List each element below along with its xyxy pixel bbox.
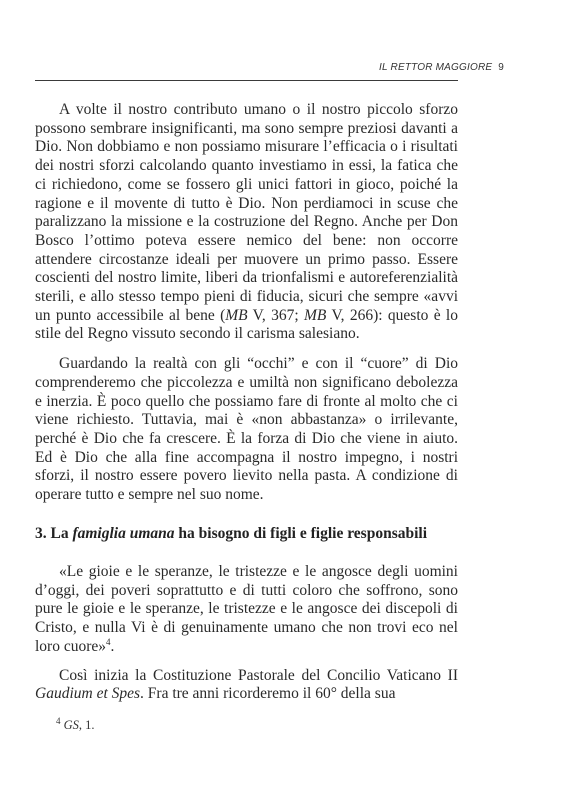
body-text-top [35, 101, 458, 505]
running-head [379, 62, 504, 73]
footnote [56, 715, 95, 733]
running-head-title: IL RETTOR MAGGIORE [378, 62, 493, 73]
paragraph-4-text-b: . Fra tre anni ricorderemo il 60° della sua [140, 685, 396, 703]
paragraph-4-text-a: Così inizia la Costituzione Pastorale del Concilio Vaticano II [59, 666, 458, 684]
paragraph-2: Guardando la realtà con gli “occhi” e con il “cuore” di Dio comprenderemo che piccolezza e umiltà non significano debolezza e inerzia. È poco quello che possiamo fare di fronte al molto che ci viene richiesto. Tuttavia, mai è «non abbastanza» o irrilevante, perché è Dio che fa crescere. È la forza di Dio che viene in aiuto. Ed è Dio che alla fine accompagna il nostro impegno, i nostri sforzi, il nostro essere povero lievito nella pasta. A condizione di operare tutto e sempre nel suo nome. [35, 355, 458, 504]
paragraph-1 [35, 101, 458, 344]
header-rule [35, 80, 458, 81]
heading-suffix: ha bisogno di figli e figlie responsabili [174, 525, 428, 542]
paragraph-1-text-a: A volte il nostro contributo umano o il nostro piccolo sforzo possono sembrare insignificanti, ma sono sempre preziosi davanti a Dio. Non dobbiamo e non possiamo misurare l’efficacia o i risultati dei nostri sforzi calcolando quanto investiamo in essi, la fatica che ci richiedono, come se fossero gli unici fattori in gioco, poiché la ragione e il movente di tutto è Dio. Non perdiamoci in scuse che paralizzano la missione e la costruzione del Regno. Anche per Don Bosco l’ottimo poteva essere nemico del bene: non occorre attendere circostanze ideali per muovere un primo passo. Essere coscienti del nostro limite, liberi da trionfalismi e autoreferenzialità sterili, e allo stesso tempo pieni di fiducia, sicuri che sempre «avvi un punto accessibile al bene ( [35, 101, 458, 324]
paragraph-3 [35, 563, 458, 657]
quote-end: . [110, 637, 115, 655]
paragraph-1-text-b: V, 367; [247, 306, 304, 324]
citation-mb-2: MB [304, 306, 327, 324]
section-heading [35, 525, 465, 543]
quote-text: «Le gioie e le speranze, le tristezze e le angosce degli uomini d’oggi, dei poveri soprattutto e di tutti coloro che soffrono, sono pure le gioie e le speranze, le tristezze e le angosce dei discepoli di Cristo, e nulla Vi è di genuinamente umano che non trovi eco nel loro cuore» [35, 563, 458, 655]
heading-emphasis: famiglia umana [72, 525, 175, 542]
footnote-ref: GS [63, 718, 79, 732]
paragraph-1-text-c: V, 266): questo è lo stile del Regno vissuto secondo il carisma salesiano. [35, 306, 458, 343]
citation-mb-1: MB [225, 306, 248, 324]
document-title-gaudium: Gaudium et Spes [35, 685, 141, 703]
footnote-rest: , 1. [78, 718, 95, 732]
footnote-mark: 4 [106, 636, 111, 647]
page-number: 9 [498, 62, 504, 73]
heading-prefix: 3. La [35, 525, 73, 542]
footnote-number: 4 [56, 715, 61, 726]
body-text-bottom [35, 563, 458, 704]
paragraph-4 [35, 667, 458, 704]
